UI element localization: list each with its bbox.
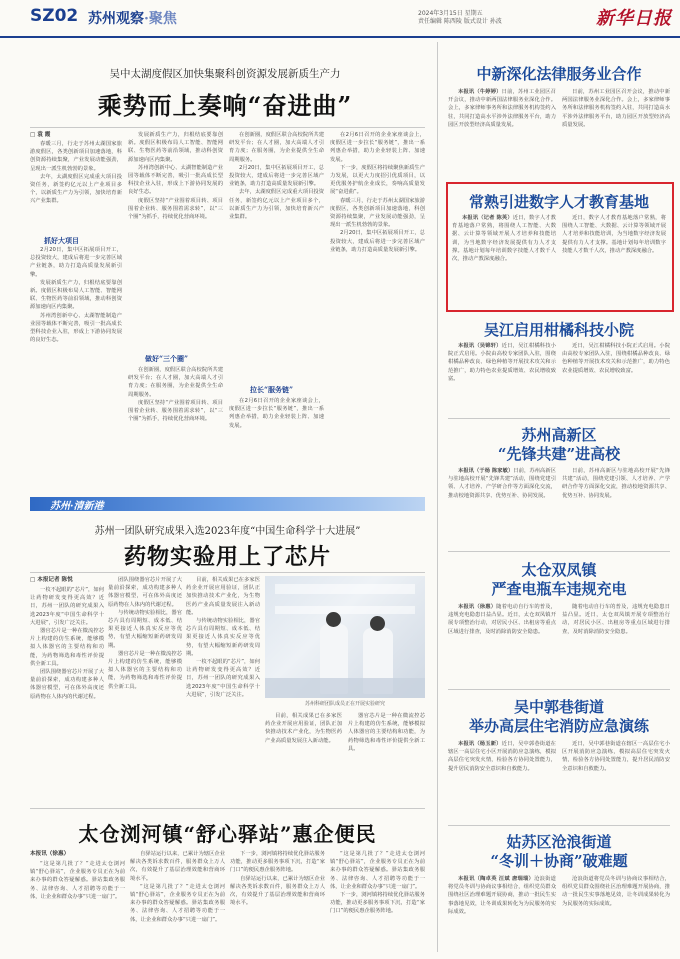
story2-byline: 本报讯（记者 陈英） (462, 215, 513, 221)
article2-col1 (30, 586, 104, 802)
story3-col1 (448, 342, 556, 414)
page-name (88, 8, 177, 28)
section-banner-label: 苏州·清新港 (50, 501, 104, 512)
paragraph: 苏州湾创新中心、太湖智能制造产业园等载体不断完善，吸引一批高成长型科技企业入驻，形成上下游协同发展的良好生态。 (128, 164, 223, 196)
story2-text: 近日，数字人才教育基地落户常熟，将围绕人工智能、大数据、云计算等领域开展人才培养和技能培训，为当地数字经济发展提供有力人才支撑。基地计划每年培训数字技能人才数千人次，推动产教深度融合。 (452, 215, 556, 263)
paragraph: 度假区坚持“产业围着项目转、项目围着企业转、服务围着需求转”，以“三个圈”为抓手，持续优化营商环境。 (128, 399, 223, 423)
story4-title-2: “先锋共建”进高校 (497, 445, 621, 463)
story7-text: 沧浪街道将党员冬训与协商议事相结合，组织党员群众围绕社区治理难题开展协商，推动一批民生实事落地见效，让冬训成果转化为为民服务的实际成效。 (448, 876, 556, 915)
story5-text: 随着电动自行车的普及，违规充电隐患日益凸显。近日，太仓双凤镇开展专项整治行动，对居民小区、出租房等重点区域进行排查，及时消除消防安全隐患。 (448, 604, 556, 635)
story3-text: 近日，吴江柑橘科技小院正式启用。小院由高校专家团队入驻，围绕柑橘品种改良、绿色种植等开展技术攻关和示范推广，助力特色农业提质增效、农民增收致富。 (448, 343, 556, 382)
story5-col1 (448, 603, 556, 685)
article3-col1 (30, 860, 125, 952)
story5-col2 (562, 603, 670, 685)
article1-subhead-3: 拉长“服务链” (250, 385, 294, 394)
lab-shelf (275, 606, 415, 614)
paragraph: 2月20日，集中区拓展项目开工，总投资较大，建成后将进一步完善区域产业链条，助力打造高质量发展新引擎。 (229, 164, 324, 188)
article2-col2 (108, 576, 182, 802)
story5-title-2: 严查电瓶车违规充电 (491, 580, 627, 598)
divider (448, 418, 670, 419)
story6-col2 (562, 740, 670, 822)
paragraph: 沧浪街道将党员冬训与协商议事相结合，组织党员群众围绕社区治理难题开展协商，推动一批民生实事落地见效，让冬训成果转化为为民服务的实际成效。 (562, 876, 670, 907)
story5-byline: 本报讯（徐惠） (458, 604, 497, 610)
lab-photo (265, 576, 425, 698)
article1-byline: □ 袁 霞 (30, 132, 51, 138)
column-divider (437, 42, 438, 952)
paragraph: “这是第几批了？”走进太仓浏河镇“舒心驿站”，企业服务专员正在为前来办事的群众答疑解惑。驿站集政务服务、法律咨询、人才招聘等功能于一体，让企业和群众办事“只进一扇门”。 (330, 851, 425, 890)
paragraph: 度假区坚持“产业围着项目转、项目围着企业转、服务围着需求转”，以“三个圈”为抓手，持续优化营商环境。 (128, 197, 223, 221)
researcher-head (370, 616, 385, 631)
story3-col2 (562, 342, 670, 414)
paragraph (448, 740, 556, 773)
story5-title: 太仓双凤镇 (521, 561, 597, 579)
paragraph: 苏州湾创新中心、太湖智能制造产业园等载体不断完善，吸引一批高成长型科技企业入驻，形成上下游协同发展的良好生态。 (30, 312, 122, 344)
paragraph: 下一步，度假区将持续聚焦新质生产力发展，以更大力度招引优质项目，以更优服务护航企业成长，奏响高质量发展“奋进曲”。 (330, 164, 425, 196)
article1-col1 (30, 140, 122, 234)
paragraph: 团队围绕器官芯片开展了大量前沿探索，成功构建多种人体器官模型，可在体外高度还原药物在人体内的代谢过程。 (108, 577, 182, 608)
article3-headline: 太仓浏河镇“舒心驿站”惠企便民 (78, 822, 377, 846)
paragraph (448, 875, 556, 916)
divider (30, 808, 425, 809)
article1-col1b (30, 246, 122, 492)
article3-col4 (330, 850, 425, 952)
story2-title: 常熟引进数字人才教育基地 (468, 193, 649, 211)
paragraph: 日前，苏州高新区与驻地高校开展“先锋共建”活动，围绕党建引领、人才培养、产学研合作等方面深化交流，推动校地资源共享、优势互补、协同发展。 (562, 468, 670, 499)
researcher-head (326, 612, 341, 627)
paragraph: 目前，相关成果已在多家医药企业开展应用验证，团队正加快推动技术产业化，为生物医药产业高质量发展注入新动能。 (265, 713, 342, 744)
article1-col2 (128, 131, 223, 351)
paragraph: 与传统动物实验相比，器官芯片具有周期短、成本低、结果更接近人体真实反应等优势，有望大幅缩短新药研发周期。 (108, 609, 182, 649)
story4-col1 (448, 467, 556, 547)
paragraph (448, 603, 556, 636)
story3-byline: 本报讯（吴锦轩） (458, 343, 502, 349)
paragraph: 自驿站运行以来，已累计为辖区企业解决各类诉求数百件，服务群众上万人次，有效提升了基层治理效能和营商环境水平。 (230, 875, 325, 907)
paragraph: 器官芯片是一种在微流控芯片上构建的仿生系统，能够模拟人体器官的主要结构和功能，为药物筛选和毒性评价提供全新工具。 (30, 628, 104, 667)
paragraph: 器官芯片是一种在微流控芯片上构建的仿生系统，能够模拟人体器官的主要结构和功能，为药物筛选和毒性评价提供全新工具。 (348, 713, 425, 752)
article3-byline: 本报讯（徐惠） (30, 851, 70, 857)
photo-caption: 苏州科研团队成员正在开展实验研究 (304, 701, 385, 707)
article1-col3 (229, 131, 324, 381)
story6-title-2: 举办高层住宅消防应急演练 (468, 717, 649, 735)
divider (30, 127, 425, 128)
story7-title: 姑苏区沧浪街道 (506, 833, 612, 851)
story2-col1 (452, 214, 556, 304)
paragraph: “这是第几批了？”走进太仓浏河镇“舒心驿站”，企业服务专员正在为前来办事的群众答疑解惑。驿站集政务服务、法律咨询、人才招聘等功能于一体，让企业和群众办事“只进一扇门”。 (30, 861, 125, 900)
paragraph: 器官芯片是一种在微流控芯片上构建的仿生系统，能够模拟人体器官的主要结构和功能，为药物筛选和毒性评价提供全新工具。 (108, 650, 182, 690)
paragraph: 去年，太湖度假区完成重大项目投资任务，新签约亿元以上产业项目多个，以新质生产力为引领，加快培育新兴产业集群。 (229, 189, 324, 221)
article1-subhead-1: 抓好大项目 (44, 236, 79, 245)
paragraph: 在2月6日召开的企业家座谈会上，度假区进一步拉长“服务链”，推出一系列惠企举措，助力企业轻装上阵、加速发展。 (330, 132, 425, 163)
page-name-sub: ·聚焦 (144, 11, 177, 27)
paragraph (452, 214, 556, 263)
story7-col1 (448, 875, 556, 953)
story4-text: 日前，苏州高新区与驻地高校开展“先锋共建”活动，围绕党建引领、人才培养、产学研合作等方面深化交流，推动校地资源共享、优势互补、协同发展。 (448, 468, 556, 499)
lab-bench (265, 678, 425, 698)
paragraph: 目前，相关成果已在多家医药企业开展应用验证，团队正加快推动技术产业化，为生物医药产业高质量发展注入新动能。 (186, 577, 260, 616)
story4-byline: 本报讯（于杨 陈家敏） (458, 468, 514, 474)
newspaper-logo: 新华日报 (596, 8, 672, 29)
story1-title: 中新深化法律服务业合作 (476, 65, 642, 83)
paragraph: 2月20日，集中区拓展项目开工，总投资较大，建成后将进一步完善区域产业链条，助力打造高质量发展新引擎。 (330, 230, 425, 253)
article1-col2b (128, 366, 223, 492)
paragraph: 一枚不起眼的“芯片”，如何让药物研发变得更高效？近日，苏州一团队的研究成果入选2023年度“中国生命科学十大进展”，引发广泛关注。 (186, 659, 260, 698)
story7-byline: 本报讯（陶卓英 汪斌 唐瑞瑞） (458, 876, 535, 882)
paragraph: 去年，太湖度假区完成重大项目投资任务，新签约亿元以上产业项目多个，以新质生产力为引领，加快培育新兴产业集群。 (30, 173, 122, 205)
article2-col3 (186, 576, 260, 802)
story1-text: 日前，苏州工业园区召开会议，推动中新两国法律服务业深化合作。会上，多家律师事务所和法律服务机构签约入驻，共同打造高水平涉外法律服务平台，助力园区开放型经济高质量发展。 (448, 89, 556, 128)
paragraph: 近日，吴中郭巷街道在辖区一高层住宅小区开展消防应急演练，模拟高层住宅突发火情，检验各方协同处置能力，提升居民消防安全意识和自救能力。 (562, 741, 670, 772)
article3-col2 (130, 850, 225, 952)
paragraph: 在创新圈，度假区联合高校院所共建研发平台；在人才圈，加大高端人才引育力度；在服务圈，为企业提供全生命周期服务。 (128, 367, 223, 398)
page-name-main: 苏州观察 (88, 11, 144, 27)
paragraph: 一枚不起眼的“芯片”，如何让药物研发变得更高效？近日，苏州一团队的研究成果入选2023年度“中国生命科学十大进展”，引发广泛关注。 (30, 587, 104, 626)
paragraph: 日前，苏州工业园区召开会议，推动中新两国法律服务业深化合作。会上，多家律师事务所和法律服务机构签约入驻，共同打造高水平涉外法律服务平台，助力园区开放型经济高质量发展。 (562, 89, 670, 128)
paragraph: 发展新质生产力，归根结底要靠创新。度假区积极布局人工智能、智能网联、生物医药等前沿领域，推动科创资源加速向区内集聚。 (30, 279, 122, 311)
story6-col1 (448, 740, 556, 822)
paragraph: 近日，吴江柑橘科技小院正式启用。小院由高校专家团队入驻，围绕柑橘品种改良、绿色种植等开展技术攻关和示范推广，助力特色农业提质增效、农民增收致富。 (562, 343, 670, 374)
article2-headline: 药物实验用上了芯片 (123, 544, 331, 570)
story6-title: 吴中郭巷街道 (513, 698, 604, 716)
paragraph (448, 342, 556, 383)
article1-headline: 乘势而上奏响“奋进曲” (97, 91, 353, 120)
page-number: SZ02 (30, 6, 79, 26)
article2-kicker: 苏州一团队研究成果入选2023年度“中国生命科学十大进展” (94, 526, 361, 537)
paragraph: 自驿站运行以来，已累计为辖区企业解决各类诉求数百件，服务群众上万人次，有效提升了基层治理效能和营商环境水平。 (130, 851, 225, 882)
paragraph: 随着电动自行车的普及，违规充电隐患日益凸显。近日，太仓双凤镇开展专项整治行动，对居民小区、出租房等重点区域进行排查，及时消除消防安全隐患。 (562, 604, 670, 635)
divider (30, 572, 425, 573)
story4-col2 (562, 467, 670, 547)
paragraph: 春暖三月，行走于苏州太湖国家旅游度假区，各类创新项目加速落地，科创资源持续集聚，产业发展动能强劲，呈现出一派生机勃勃的景象。 (330, 197, 425, 229)
paragraph: “这是第几批了？”走进太仓浏河镇“舒心驿站”，企业服务专员正在为前来办事的群众答疑解惑。驿站集政务服务、法律咨询、人才招聘等功能于一体，让企业和群众办事“只进一扇门”。 (130, 883, 225, 923)
lab-shelf (275, 584, 415, 594)
story2-col2 (562, 214, 666, 304)
paragraph: 近日，数字人才教育基地落户常熟，将围绕人工智能、大数据、云计算等领域开展人才培养和技能培训，为当地数字经济发展提供有力人才支撑。基地计划每年培训数字技能人才数千人次，推动产教深度融合。 (562, 215, 666, 254)
paragraph (448, 88, 556, 129)
divider (448, 689, 670, 690)
paragraph: 2月20日，集中区拓展项目开工，总投资较大，建成后将进一步完善区域产业链条，助力打造高质量发展新引擎。 (30, 247, 122, 278)
story3-title: 吴江启用柑橘科技小院 (483, 321, 634, 339)
paragraph: 与传统动物实验相比，器官芯片具有周期短、成本低、结果更接近人体真实反应等优势，有望大幅缩短新药研发周期。 (186, 618, 260, 657)
story6-byline: 本报讯（杨玉新） (458, 741, 502, 747)
story7-title-2: “冬训＋协商”破难题 (490, 852, 628, 870)
article1-col3b (229, 397, 324, 492)
article1-subhead-2: 做好“三个圈” (145, 354, 189, 363)
date-line (418, 10, 588, 26)
story6-text: 近日，吴中郭巷街道在辖区一高层住宅小区开展消防应急演练，模拟高层住宅突发火情，检验各方协同处置能力，提升居民消防安全意识和自救能力。 (448, 741, 556, 772)
date-line-1: 2024年3月15日 星期五 (418, 10, 483, 17)
story1-col1 (448, 88, 556, 178)
article3-col3 (230, 850, 325, 952)
story1-col2 (562, 88, 670, 178)
story4-title: 苏州高新区 (521, 426, 597, 444)
story1-byline: 本报讯（牛婷婷） (458, 89, 502, 95)
article1-kicker: 吴中太湖度假区加快集聚科创资源发展新质生产力 (109, 68, 341, 80)
divider (448, 551, 670, 552)
paragraph: 在2月6日召开的企业家座谈会上，度假区进一步拉长“服务链”，推出一系列惠企举措，助力企业轻装上阵、加速发展。 (229, 398, 324, 429)
paragraph (448, 467, 556, 500)
article2-col4 (265, 712, 342, 802)
paragraph: 下一步，浏河镇将持续优化驿站服务功能，推动更多服务事项下沉，打造“家门口”的便民惠企服务阵地。 (230, 851, 325, 874)
paragraph: 春暖三月，行走于苏州太湖国家旅游度假区，各类创新项目加速落地，科创资源持续集聚，产业发展动能强劲，呈现出一派生机勃勃的景象。 (30, 141, 122, 172)
date-line-2: 责任编辑 陈西陵 版式设计 孙波 (418, 18, 502, 25)
paragraph: 在创新圈，度假区联合高校院所共建研发平台；在人才圈，加大高端人才引育力度；在服务圈，为企业提供全生命周期服务。 (229, 132, 324, 163)
paragraph: 团队围绕器官芯片开展了大量前沿探索，成功构建多种人体器官模型，可在体外高度还原药物在人体内的代谢过程。 (30, 669, 104, 700)
story7-col2 (562, 875, 670, 953)
paragraph: 下一步，浏河镇将持续优化驿站服务功能，推动更多服务事项下沉，打造“家门口”的便民惠企服务阵地。 (330, 892, 425, 915)
article1-col4 (330, 131, 425, 492)
divider (448, 825, 670, 826)
article2-byline: □ 本报记者 陈悦 (30, 577, 73, 583)
article2-col5 (348, 712, 425, 802)
paragraph: 发展新质生产力，归根结底要靠创新。度假区积极布局人工智能、智能网联、生物医药等前沿领域，推动科创资源加速向区内集聚。 (128, 132, 223, 163)
